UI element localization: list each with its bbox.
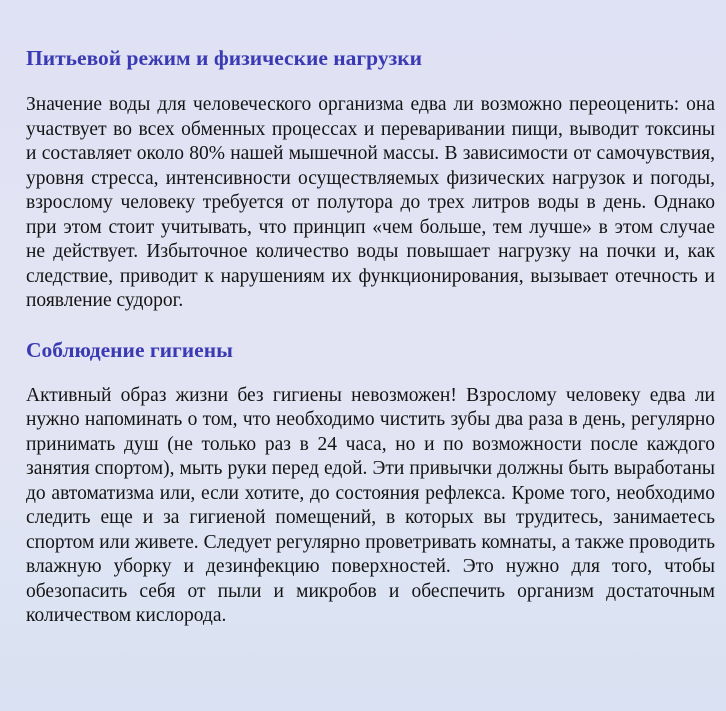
section-text-drinking-regime: Значение воды для человеческого организма едва ли возможно переоценить: она участвует во всех обменных процессах и переваривании пищи, выводит токсины и составляет около 80% нашей мышечной массы. В зависимости от самочувствия, уровня стресса, интенсивности осуществляемых физических нагрузок и погоды, взрослому человеку требуется от полутора до трех литров воды в день. Однако при этом стоит учитывать, что принцип «чем больше, тем лучше» в этом случае не действует. Избыточное количество воды повышает нагрузку на почки и, как следствие, приводит к нарушениям их функционирования, вызывает отечность и появление судорог. — [26, 94, 715, 311]
document-page — [26, 40, 715, 629]
section-text-hygiene: Активный образ жизни без гигиены невозможен! Взрослому человеку едва ли нужно напоминать о том, что необходимо чистить зубы два раза в день, регулярно принимать душ (не только раз в 24 часа, но и по возможности после каждого занятия спортом), мыть руки перед едой. Эти привычки должны быть выработаны до автоматизма или, если хотите, до состояния рефлекса. Кроме того, необходимо следить еще и за гигиеной помещений, в которых вы трудитесь, занимаетесь спортом или живете. Следует регулярно проветривать комнаты, а также проводить влажную уборку и дезинфекцию поверхностей. Это нужно для того, чтобы обезопасить себя от пыли и микробов и обеспечить организм достаточным количеством кислорода. — [26, 384, 715, 626]
section-heading-drinking-regime: Питьевой режим и физические нагрузки — [26, 46, 423, 70]
section-heading-hygiene: Соблюдение гигиены — [26, 337, 233, 362]
